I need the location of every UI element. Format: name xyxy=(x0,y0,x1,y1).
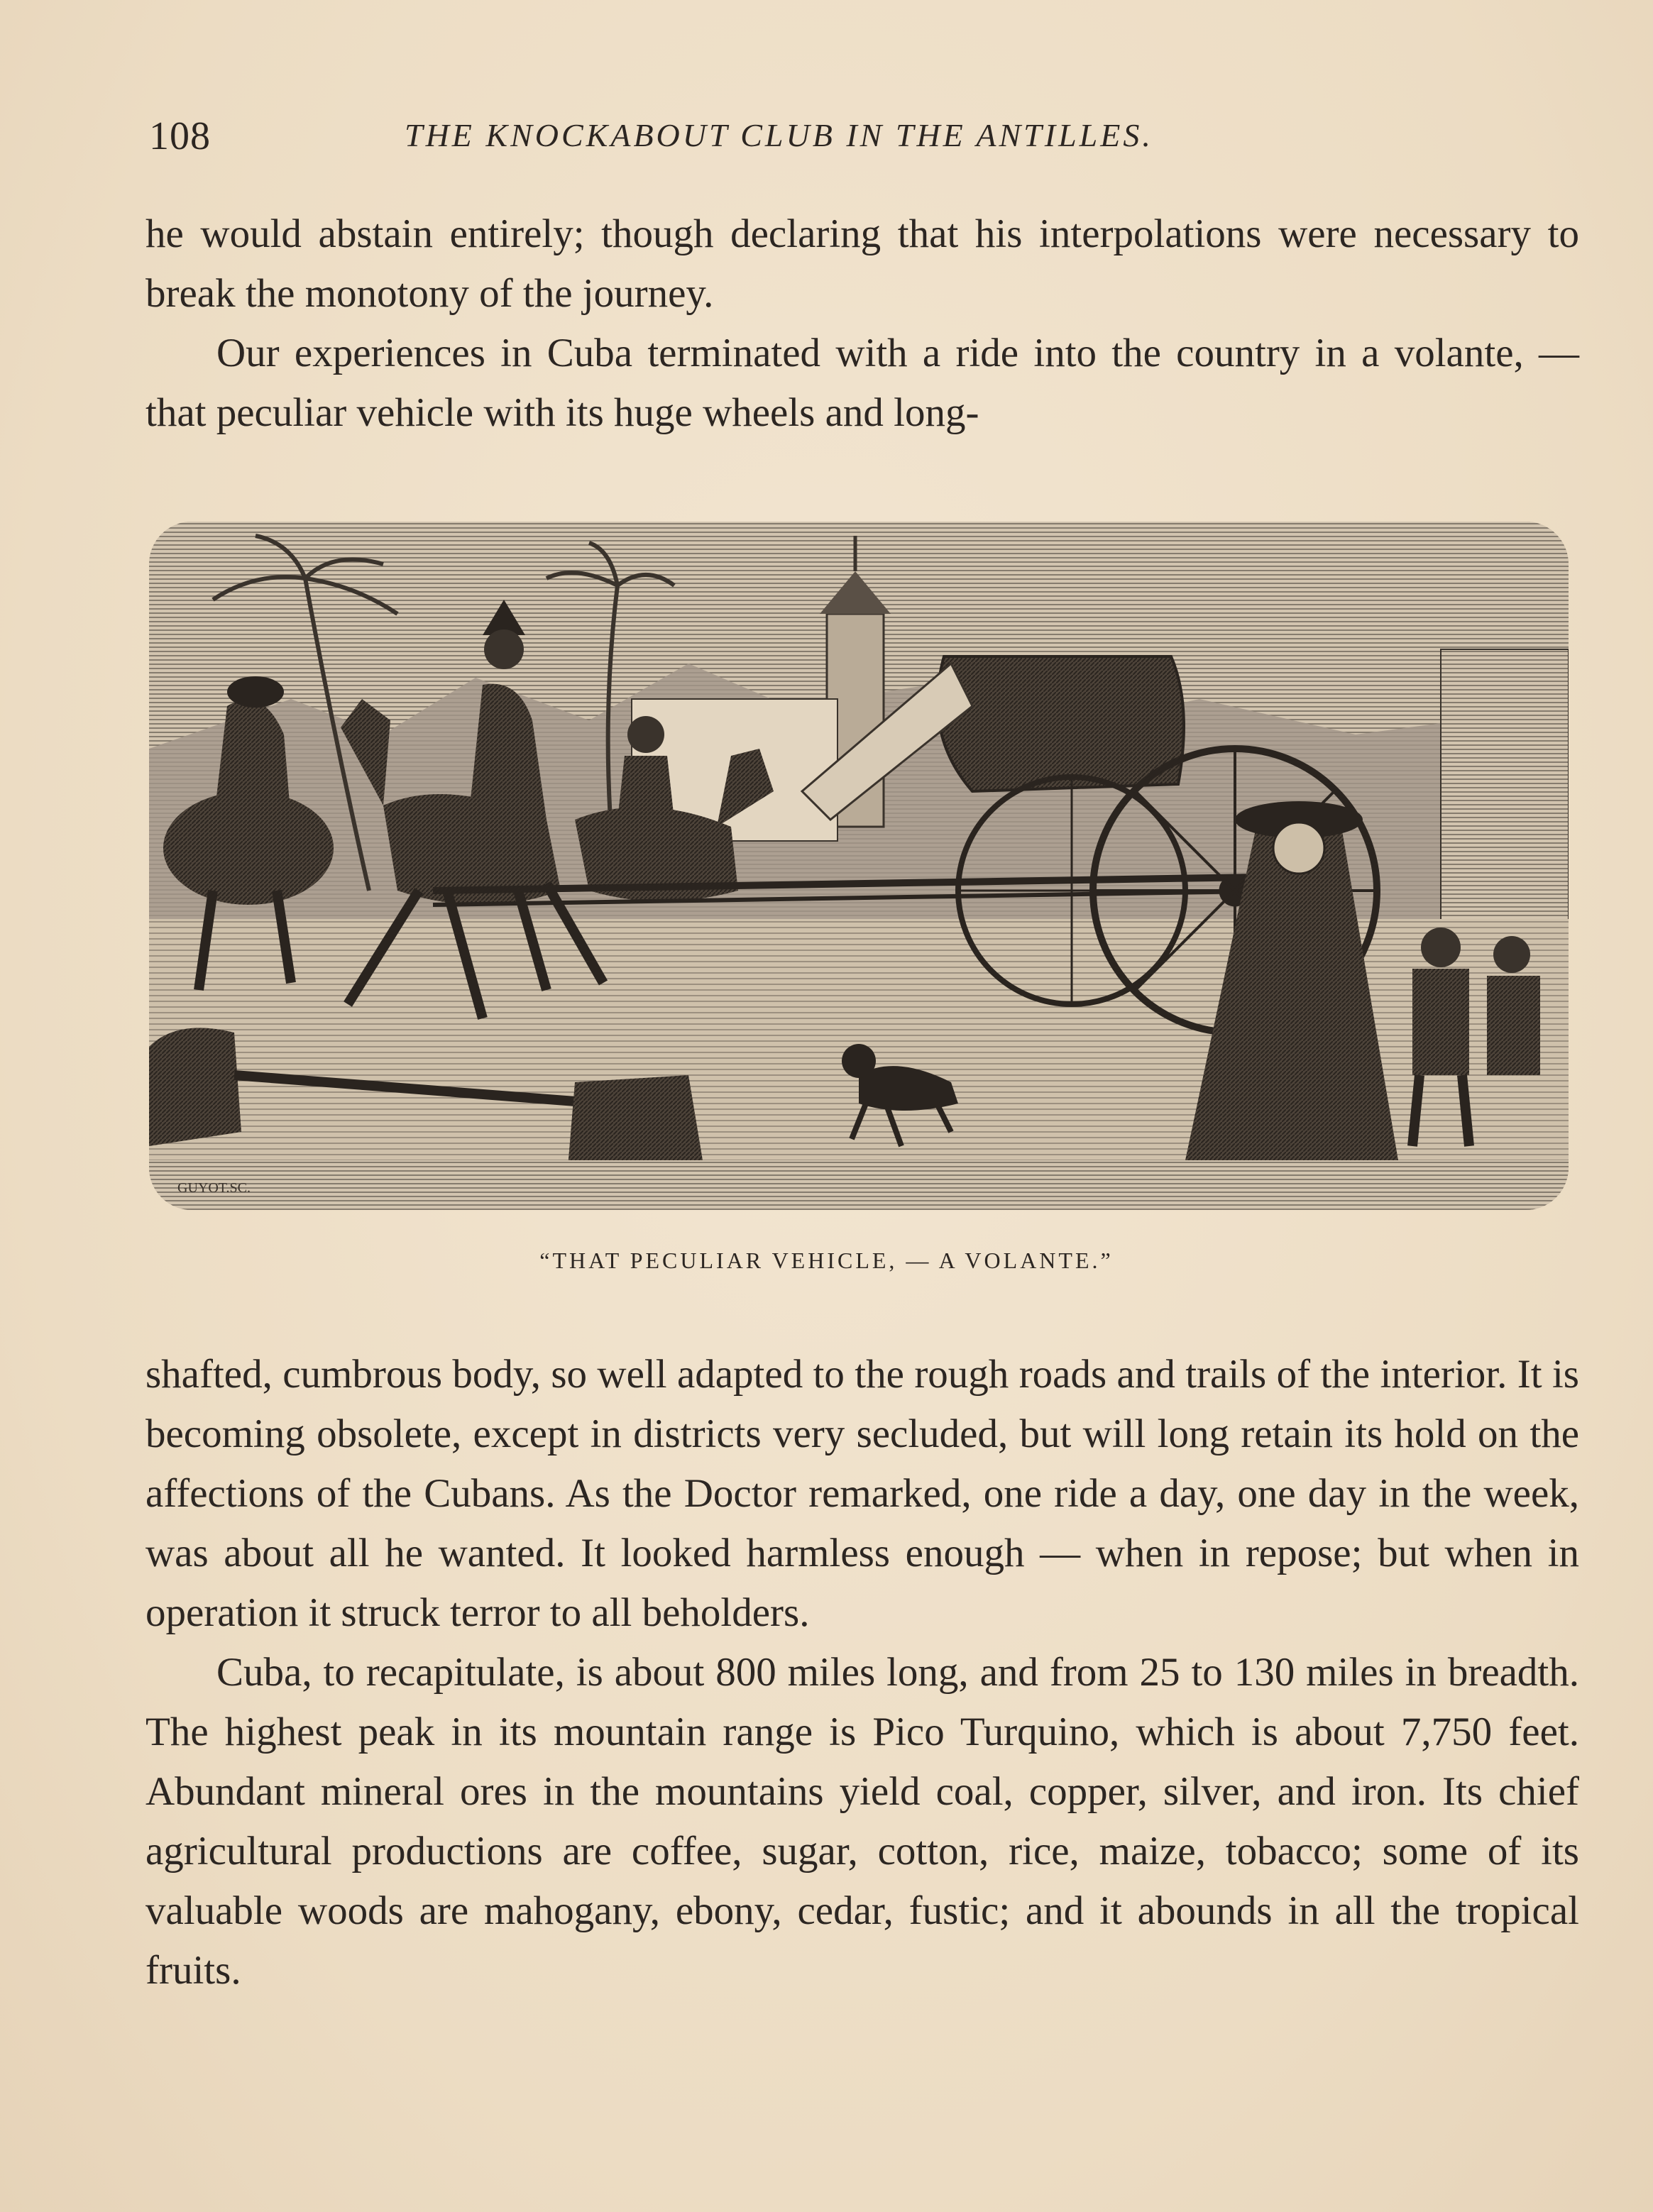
running-head xyxy=(149,114,1504,170)
page-number: 108 xyxy=(149,114,211,158)
paragraph: Our experiences in Cuba terminated with a ride into the country in a volante, — that peculiar vehicle with its huge wheels and long- xyxy=(145,331,1579,435)
paragraph: Cuba, to recapitulate, is about 800 miles long, and from 25 to 130 miles in breadth. The highest peak in its mountain range is Pico Turquino, which is about 7,750 feet. Abundant mineral ores in the mountains yield coal, copper, silver, and iron. Its chief agricultural productions are coffee, sugar, cotton, rice, maize, tobacco; some of its valuable woods are mahogany, ebony, cedar, fustic; and it abounds in all the tropical fruits. xyxy=(145,1650,1579,1993)
paragraph: he would abstain entirely; though declaring that his interpolations were necessary to break the monotony of the journey. xyxy=(145,211,1579,316)
text-block-bottom xyxy=(145,1345,1579,2001)
figure-caption: “THAT PECULIAR VEHICLE, — A VOLANTE.” xyxy=(539,1248,1114,1273)
volante-engraving xyxy=(149,522,1569,1210)
paragraph: shafted, cumbrous body, so well adapted to the rough roads and trails of the interior. It is becoming obsolete, except in districts very secluded, but will long retain its hold on the affections of the Cubans. As the Doctor remarked, one ride a day, one day in the week, was about all he wanted. It looked harmless enough — when in repose; but when in operation it struck terror to all beholders. xyxy=(145,1352,1579,1635)
running-title: THE KNOCKABOUT CLUB IN THE ANTILLES. xyxy=(405,117,1153,153)
engraver-signature: GUYOT.SC. xyxy=(177,1180,251,1196)
text-block-top xyxy=(145,204,1579,443)
